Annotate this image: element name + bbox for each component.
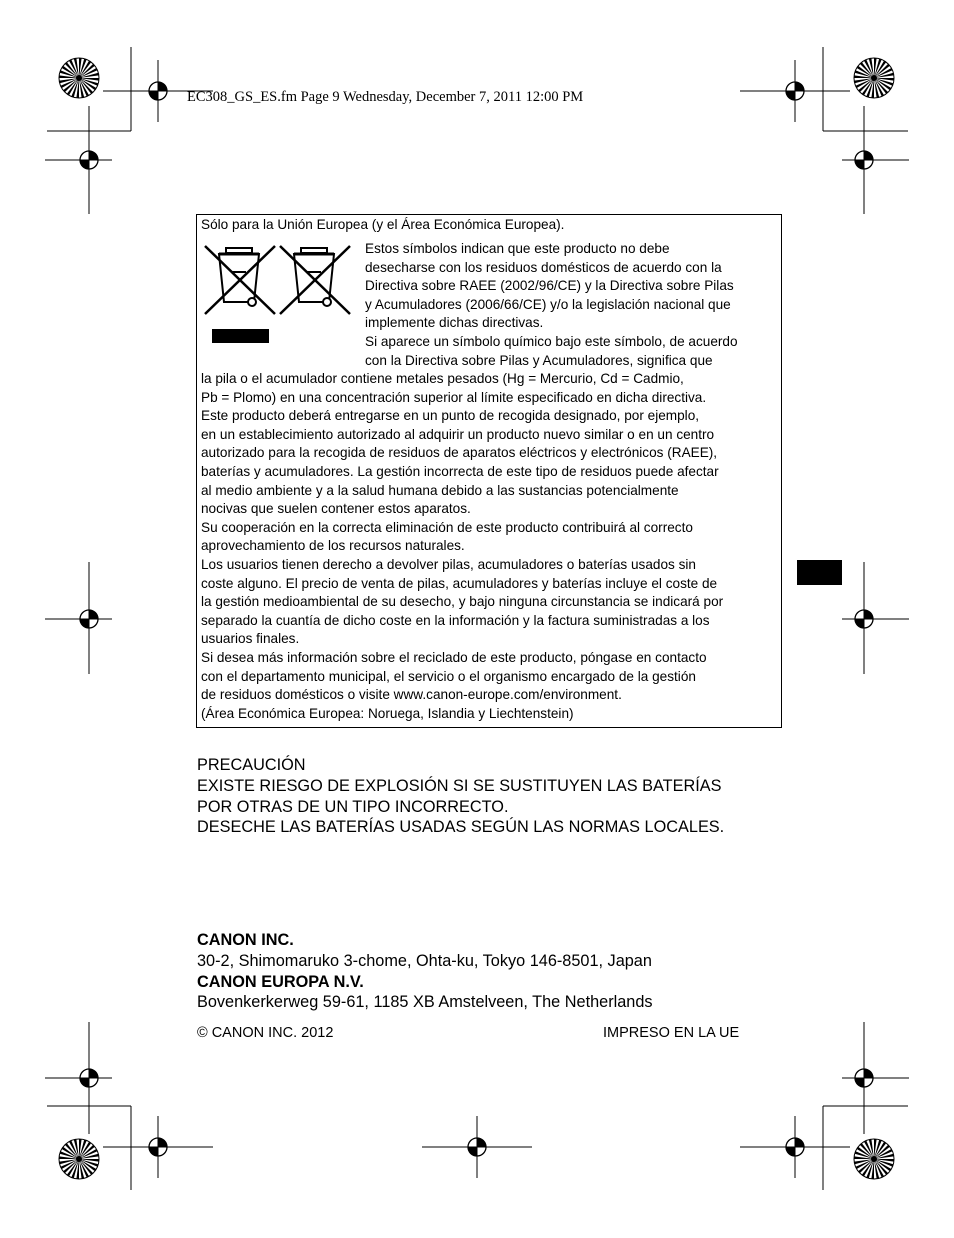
notice-line: separado la cuantía de dicho coste en la información y la factura suministradas a los [201, 612, 710, 628]
copyright-text: © CANON INC. 2012 [197, 1025, 334, 1041]
registration-mark-icon [855, 151, 873, 169]
notice-line: coste alguno. El precio de venta de pilas, acumuladores y baterías incluye el coste de [201, 575, 718, 591]
caution-line: DESECHE LAS BATERÍAS USADAS SEGÚN LAS NORMAS LOCALES. [197, 818, 725, 837]
registration-mark-icon [786, 82, 804, 100]
notice-line: Los usuarios tienen derecho a devolver pilas, acumuladores o baterías usados sin [201, 556, 696, 572]
notice-line: con la Directiva sobre Pilas y Acumuladores, significa que [365, 352, 713, 368]
color-wheel-icon [854, 1139, 894, 1179]
notice-line: Su cooperación en la correcta eliminación de este producto contribuirá al correcto [201, 519, 693, 535]
registration-mark-icon [149, 82, 167, 100]
registration-mark-icon [855, 610, 873, 628]
notice-line: en un establecimiento autorizado al adquirir un producto nuevo similar o en un centro [201, 426, 715, 442]
caution-line: EXISTE RIESGO DE EXPLOSIÓN SI SE SUSTITUYEN LAS BATERÍAS [197, 776, 722, 795]
notice-line: Directiva sobre RAEE (2002/96/CE) y la Directiva sobre Pilas [365, 278, 734, 294]
weee-symbols [204, 244, 354, 316]
notice-line: y Acumuladores (2006/66/CE) y/o la legislación nacional que [365, 296, 731, 312]
notice-line: (Área Económica Europea: Noruega, Islandia y Liechtenstein) [201, 705, 574, 721]
notice-line: con el departamento municipal, el servicio o el organismo encargado de la gestión [201, 668, 696, 684]
registration-mark-icon [80, 610, 98, 628]
company-address: 30-2, Shimomaruko 3-chome, Ohta-ku, Tokyo 146-8501, Japan [197, 951, 652, 970]
color-wheel-icon [854, 58, 894, 98]
notice-line: Pb = Plomo) en una concentración superior al límite especificado en dicha directiva. [201, 389, 707, 405]
company-name: CANON INC. [197, 931, 294, 949]
company-name: CANON EUROPA N.V. [197, 972, 364, 991]
registration-mark-icon [786, 1138, 804, 1156]
notice-line: Si aparece un símbolo químico bajo este símbolo, de acuerdo [365, 333, 738, 349]
registration-mark-icon [855, 1069, 873, 1087]
company-address: Bovenkerkerweg 59-61, 1185 XB Amstelveen, The Netherlands [197, 993, 653, 1012]
caution-block [197, 755, 724, 838]
registration-mark-icon [149, 1138, 167, 1156]
color-wheel-icon [59, 1139, 99, 1179]
notice-line: usuarios finales. [201, 631, 300, 647]
notice-line: autorizado para la recogida de residuos de aparatos eléctricos y electrónicos (RAEE), [201, 445, 718, 461]
printed-in-text: IMPRESO EN LA UE [603, 1025, 740, 1041]
notice-title: Sólo para la Unión Europea (y el Área Económica Europea). [201, 217, 565, 232]
notice-line: al medio ambiente y a la salud humana debido a las sustancias potencialmente [201, 482, 679, 498]
crossed-out-wheelie-bin-icon [205, 246, 275, 314]
weee-bar [212, 329, 269, 343]
registration-mark-icon [468, 1138, 486, 1156]
file-header: EC308_GS_ES.fm Page 9 Wednesday, December 7, 2011 12:00 PM [187, 89, 584, 105]
notice-line: nocivas que suelen contener estos aparatos. [201, 501, 471, 517]
notice-line: la pila o el acumulador contiene metales pesados (Hg = Mercurio, Cd = Cadmio, [201, 371, 684, 386]
notice-line: de residuos domésticos o visite www.canon-europe.com/environment. [201, 687, 622, 703]
registration-mark-icon [80, 1069, 98, 1087]
notice-line: la gestión medioambiental de su desecho, y bajo ninguna circunstancia se indicará por [201, 594, 724, 610]
notice-line: Si desea más información sobre el reciclado de este producto, póngase en contacto [201, 649, 707, 665]
crossed-out-wheelie-bin-icon [280, 246, 350, 314]
color-wheel-icon [59, 58, 99, 98]
notice-line: aprovechamiento de los recursos naturales. [201, 538, 465, 554]
notice-body-text [201, 370, 723, 723]
notice-line: implemente dichas directivas. [365, 315, 544, 331]
registration-mark-icon [80, 151, 98, 169]
company-block [197, 930, 653, 1013]
notice-line: Estos símbolos indican que este producto no debe [365, 241, 670, 256]
notice-line: baterías y acumuladores. La gestión incorrecta de este tipo de residuos puede afectar [201, 463, 719, 479]
section-tab [797, 560, 842, 585]
notice-line: Este producto deberá entregarse en un punto de recogida designado, por ejemplo, [201, 408, 700, 424]
notice-line: desecharse con los residuos domésticos de acuerdo con la [365, 259, 722, 275]
caution-line: POR OTRAS DE UN TIPO INCORRECTO. [197, 797, 509, 816]
caution-heading: PRECAUCIÓN [197, 756, 306, 774]
notice-side-text [365, 240, 738, 370]
